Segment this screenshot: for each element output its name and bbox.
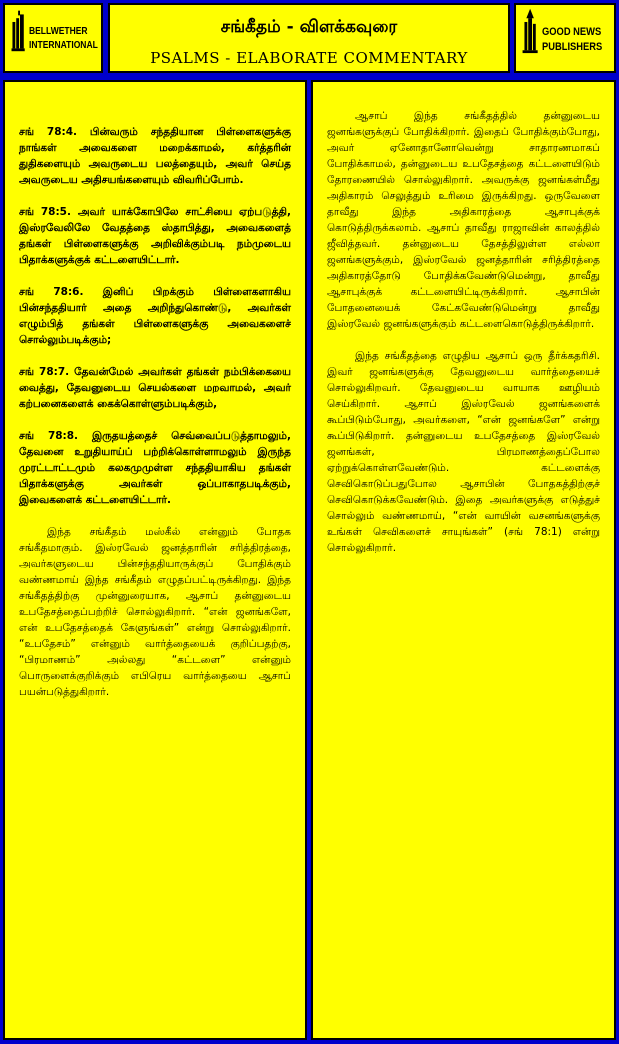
verse-78-8: சங் 78:8. இருதயத்தைச் செவ்வைப்படுத்தாமலும், தேவனை உறுதியாய்ப் பற்றிக்கொள்ளாமலும் இருந்த முரட்டாட்டமும் கலகமுமுள்ள சந்ததியாகிய தங்கள் பிதாக்களுக்கு அவர்கள் ஒப்பாகாதபடிக்கும், இவைகளைக் கட்டளையிட்டார். xyxy=(19,430,291,506)
header xyxy=(0,0,619,78)
left-column xyxy=(3,80,307,1040)
right-column xyxy=(311,80,616,1040)
title-english: PSALMS - ELABORATE COMMENTARY xyxy=(150,49,468,67)
logo-left-line2: INTERNATIONAL xyxy=(29,40,98,51)
title-box xyxy=(108,3,510,73)
commentary-paragraph-1: ஆசாப் இந்த சங்கீதத்தில் தன்னுடைய ஜனங்களுக்குப் போதிக்கிறார். இதைப் போதிக்கும்போது, அவர் ஏனோதானோவென்று சாதாரணமாகப் போதிக்காமல், தன்னுடைய உபதேசத்தை கட்டளையிடும் தோரணையில் சொல்லுகிறார். அவருக்கு ஜனங்கள்மீது அதிகாரம் செலுத்தும் உரிமை இருக்கிறது. ஒருவேளை தாவீது இந்த அதிகாரத்தை ஆசாபுக்குக் கொடுத்திருக்கலாம். ஆசாப் தாவீது ராஜாவின் காலத்தில் ஜீவித்தவர். தன்னுடைய தேசத்திலுள்ள எல்லா ஜனங்களுக்கும், இஸ்ரவேல் ஜனத்தாரின் சரித்திரத்தை அதிகாரத்தோடு போதிக்கவேண்டுமென்று, தாவீது ஆசாபுக்குக் கட்டளையிட்டிருக்கிறார். ஆசாபின் போதனையைக் கேட்கவேண்டுமென்று தாவீது இஸ்ரவேல் ஜனங்களுக்கும் கட்டளைகொடுத்திருக்கிறார். xyxy=(327,110,600,330)
commentary-paragraph-2: இந்த சங்கீதத்தை எழுதிய ஆசாப் ஒரு தீர்க்கதரிசி. இவர் ஜனங்களுக்கு தேவனுடைய வார்த்தையைச் சொல்லுகிறவர். தேவனுடைய வாயாக ஊழியம் செய்கிறார். ஆசாப் இஸ்ரவேல் ஜனங்களைக் கூப்பிடும்போது, அவர்களை, “என் ஜனங்களே” என்று கூப்பிடுகிறார். தன்னுடைய உபதேசத்தை இஸ்ரவேல் ஜனங்கள், பிரமாணத்தைப்போல ஏற்றுக்கொள்ளவேண்டும். கட்டளைக்கு செவிகொடுப்பதுபோல ஆசாபின் போதகத்திற்குச் செவிகொடுக்கவேண்டும். இதை அவர்களுக்கு எடுத்துச் சொல்லும் வண்ணமாய், “என் வாயின் வசனங்களுக்கு உங்கள் செவிகளைச் சாயுங்கள்” (சங் 78:1) என்று சொல்லுகிறார். xyxy=(327,350,600,554)
verse-78-4: சங் 78:4. பின்வரும் சந்ததியான பிள்ளைகளுக்கு நாங்கள் அவைகளை மறைக்காமல், கர்த்தரின் துதிகளையும் அவருடைய பலத்தையும், அவர் செய்த அவருடைய அதிசயங்களையும் விவரிப்போம். xyxy=(19,126,291,186)
commentary-paragraph: இந்த சங்கீதம் மஸ்கீல் என்னும் போதக சங்கீதமாகும். இஸ்ரவேல் ஜனத்தாரின் சரித்திரத்தை, அவர்களுடைய பின்சந்ததியாருக்குப் போதிக்கும் வண்ணமாய் இந்த சங்கீதம் எழுதப்பட்டிருக்கிறது. இந்த சங்கீதத்திற்கு முன்னுரையாக, ஆசாப் தன்னுடைய உபதேசத்தைப்பற்றிச் சொல்லுகிறார். “என் ஜனங்களே, என் உபதேசத்தைக் கேளுங்கள்” என்று சொல்லுகிறார். “உபதேசம்” என்னும் வார்த்தையைக் குறிப்பதற்கு, “பிரமாணம்” அல்லது “கட்டளை” என்னும் பொருளைக்குறிக்கும் எபிரெய வார்த்தையை ஆசாப் பயன்படுத்துகிறார். xyxy=(19,526,291,698)
logo-right-line2: PUBLISHERS xyxy=(542,41,603,53)
logo-right-line1: GOOD NEWS xyxy=(542,26,602,38)
verse-78-7: சங் 78:7. தேவன்மேல் அவர்கள் தங்கள் நம்பிக்கையை வைத்து, தேவனுடைய செயல்களை மறவாமல், அவர் கற்பனைகளைக் கைக்கொள்ளும்படிக்கும், xyxy=(19,366,291,410)
good-news-logo xyxy=(514,3,616,73)
title-tamil: சங்கீதம் - விளக்கவுரை xyxy=(220,17,398,37)
logo-left-line1: BELLWETHER xyxy=(29,26,88,37)
verse-78-6: சங் 78:6. இனிப் பிறக்கும் பிள்ளைகளாகிய பின்சந்ததியார் அதை அறிந்துகொண்டு, அவர்கள் எழும்பித் தங்கள் பிள்ளைகளுக்கு அவைகளைச் சொல்லும்படிக்கும்; xyxy=(19,286,291,346)
bellwether-logo xyxy=(3,3,103,73)
verse-78-5: சங் 78:5. அவர் யாக்கோபிலே சாட்சியை ஏற்படுத்தி, இஸ்ரவேலிலே வேதத்தை ஸ்தாபித்து, அவைகளைத் தங்கள் பிள்ளைகளுக்கு அறிவிக்கும்படி நம்முடைய பிதாக்களுக்குக் கட்டளையிட்டார். xyxy=(19,206,291,266)
